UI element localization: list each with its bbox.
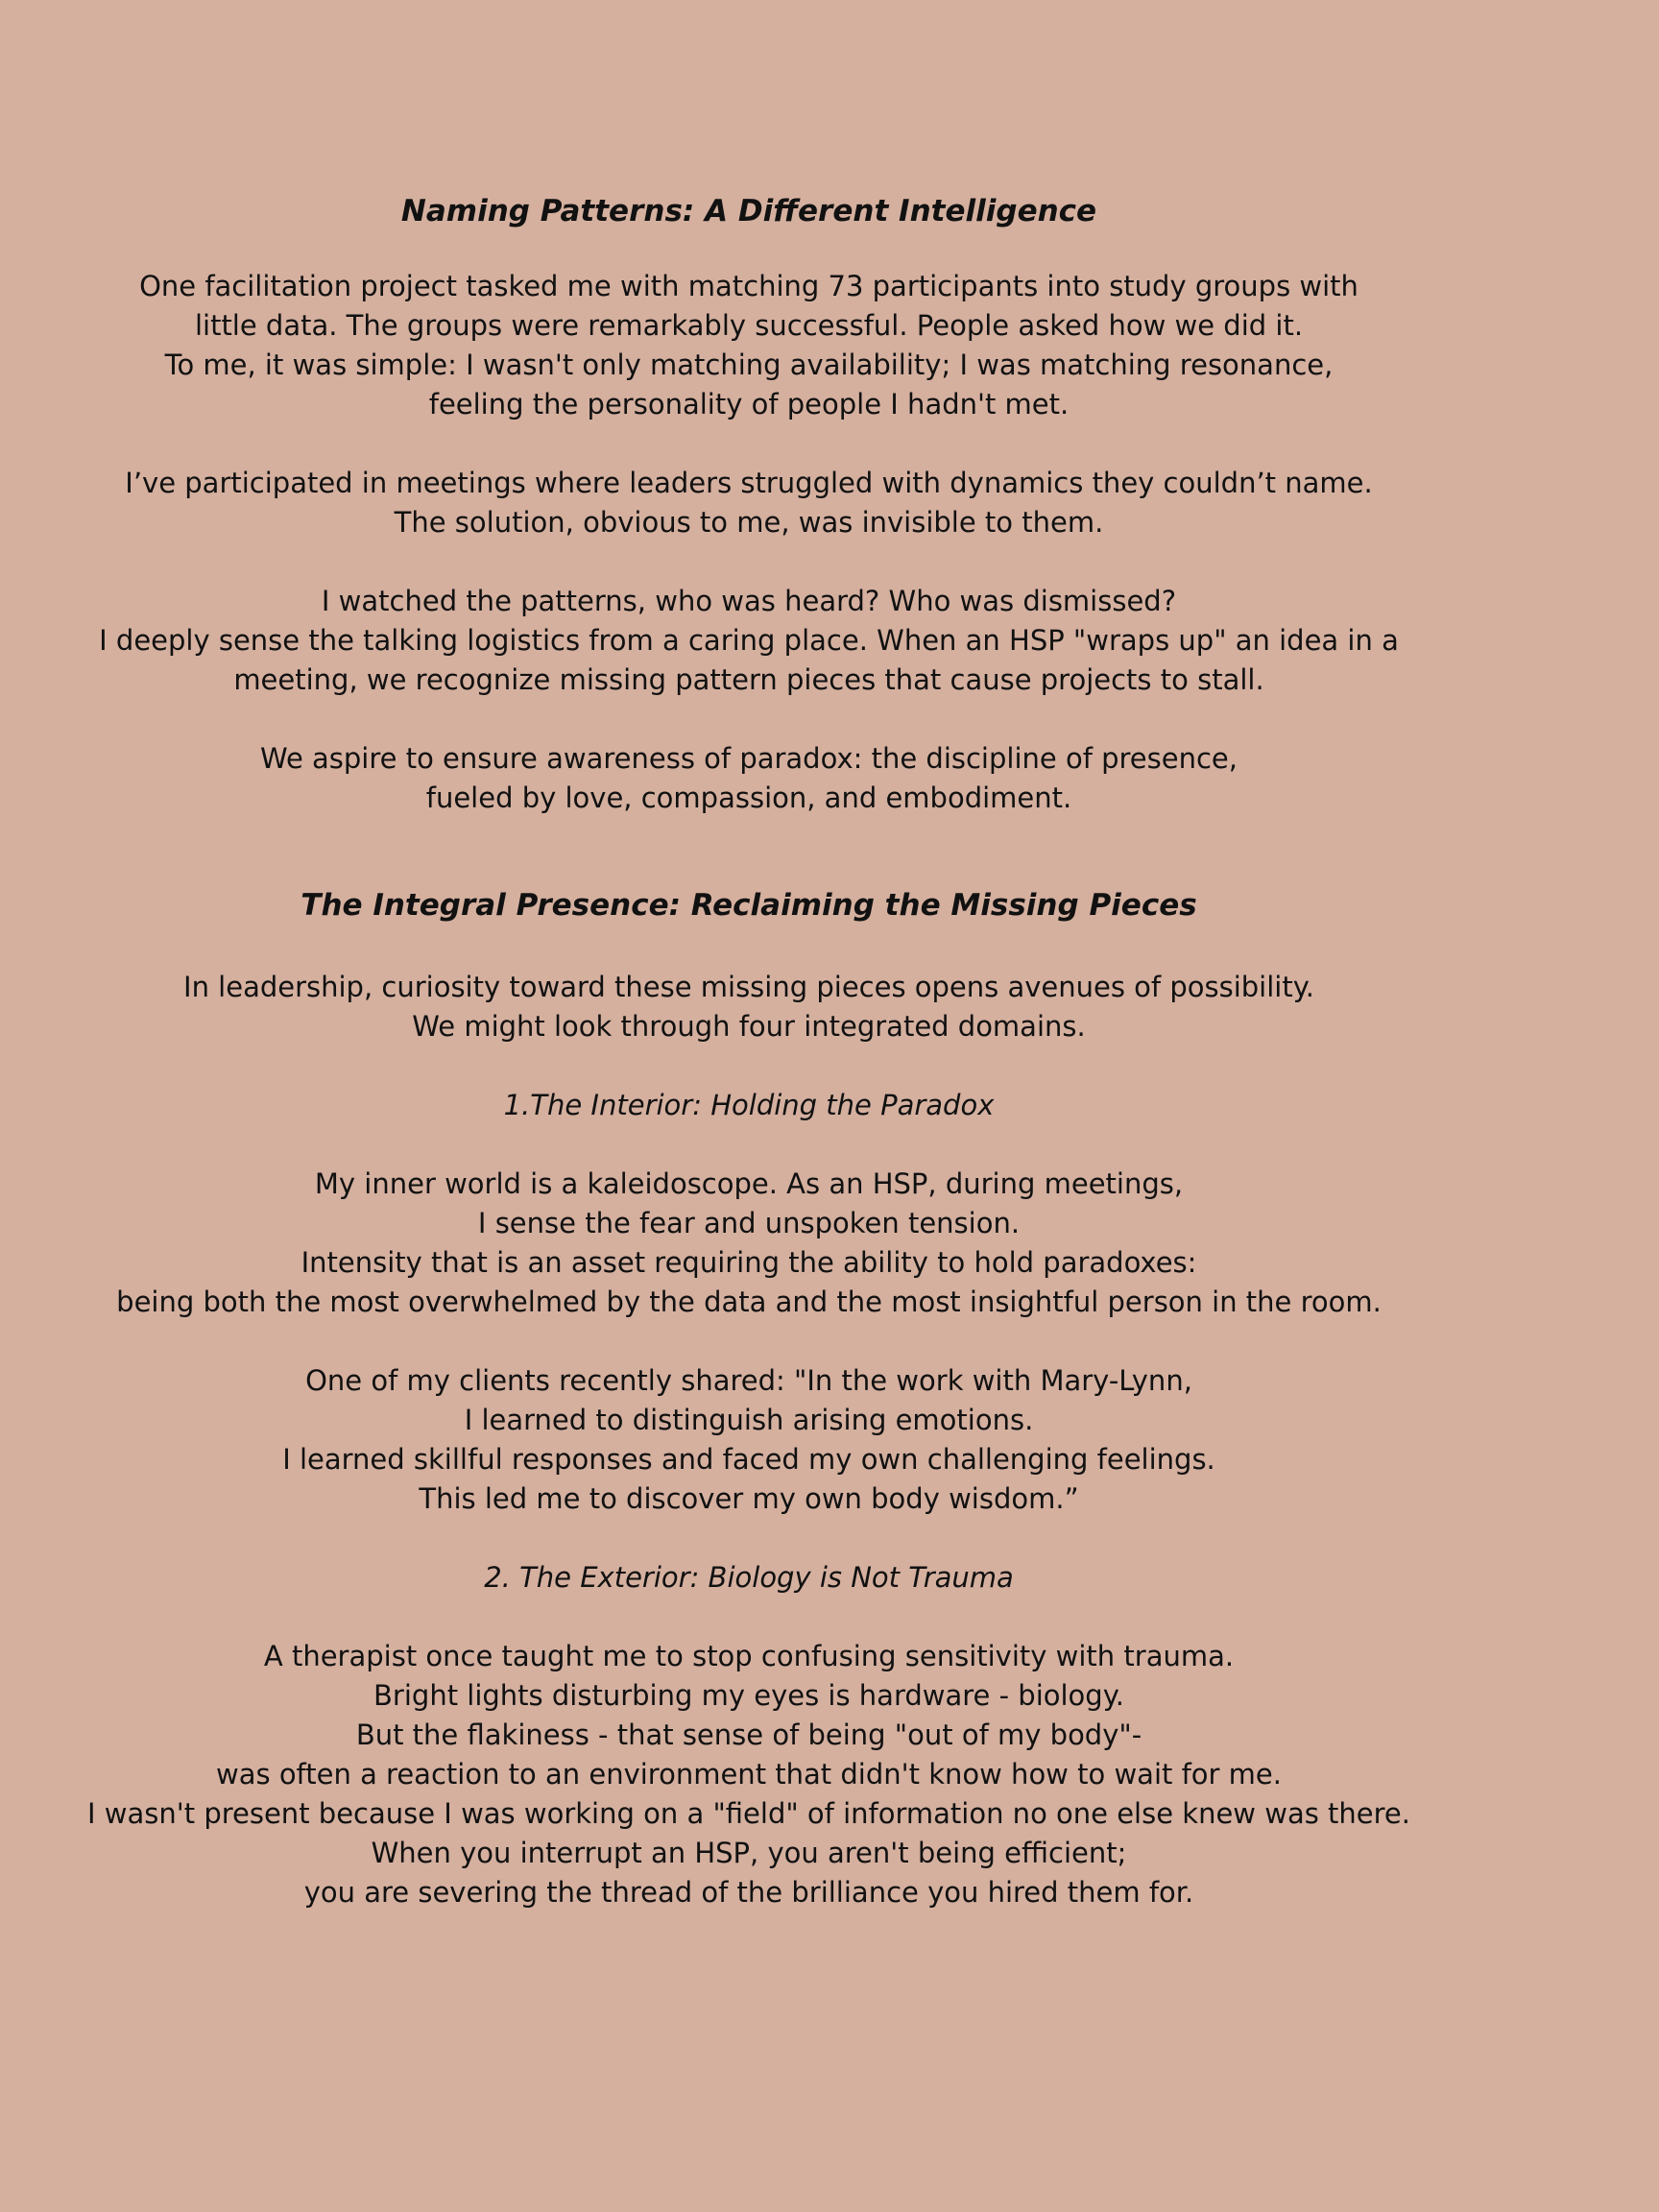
section-2-title: The Integral Presence: Reclaiming the Missing Pieces (301, 888, 1197, 923)
body-line: little data. The groups were remarkably successful. People asked how we did it. (194, 309, 1304, 342)
body-line: I sense the fear and unspoken tension. (477, 1207, 1021, 1239)
body-line: A therapist once taught me to stop confusing sensitivity with trauma. (263, 1640, 1235, 1672)
body-line: I’ve participated in meetings where leaders struggled with dynamics they couldn’t name. (125, 467, 1373, 499)
body-line: being both the most overwhelmed by the data and the most insightful person in the room. (116, 1286, 1382, 1318)
body-line: One facilitation project tasked me with matching 73 participants into study groups with (139, 270, 1358, 302)
body-line: In leadership, curiosity toward these missing pieces opens avenues of possibility. (183, 971, 1314, 1003)
body-line: We might look through four integrated domains. (412, 1010, 1086, 1043)
body-line: I learned to distinguish arising emotions. (464, 1404, 1034, 1436)
body-line: I deeply sense the talking logistics from a caring place. When an HSP "wraps up" an idea in a (99, 624, 1399, 657)
body-line: When you interrupt an HSP, you aren't being efficient; (371, 1837, 1127, 1869)
body-line: was often a reaction to an environment that didn't know how to wait for me. (216, 1758, 1282, 1791)
body-line: My inner world is a kaleidoscope. As an HSP, during meetings, (314, 1167, 1184, 1200)
domain-2-title: 2. The Exterior: Biology is Not Trauma (484, 1561, 1014, 1594)
body-line: The solution, obvious to me, was invisible to them. (394, 506, 1104, 539)
section-1-title: Naming Patterns: A Different Intelligence (400, 194, 1097, 228)
body-line: But the flakiness - that sense of being "out of my body"- (355, 1719, 1142, 1751)
body-line: This led me to discover my own body wisdom.” (419, 1482, 1079, 1515)
body-line: fueled by love, compassion, and embodiment. (425, 781, 1072, 814)
body-line: I wasn't present because I was working on a "field" of information no one else knew was there. (87, 1797, 1410, 1830)
body-line: you are severing the thread of the brilliance you hired them for. (303, 1876, 1194, 1909)
domain-1-title: 1.The Interior: Holding the Paradox (503, 1089, 995, 1121)
body-line: feeling the personality of people I hadn't met. (428, 388, 1070, 421)
body-line: We aspire to ensure awareness of paradox: the discipline of presence, (259, 742, 1238, 775)
body-line: I learned skillful responses and faced my own challenging feelings. (282, 1443, 1215, 1476)
body-line: To me, it was simple: I wasn't only matching availability; I was matching resonance, (164, 349, 1334, 381)
body-line: Bright lights disturbing my eyes is hardware - biology. (373, 1679, 1124, 1712)
body-line: Intensity that is an asset requiring the ability to hold paradoxes: (301, 1246, 1197, 1279)
body-line: One of my clients recently shared: "In the work with Mary-Lynn, (305, 1364, 1192, 1397)
body-line: I watched the patterns, who was heard? Who was dismissed? (321, 585, 1177, 617)
body-line: meeting, we recognize missing pattern pieces that cause projects to stall. (233, 663, 1264, 696)
